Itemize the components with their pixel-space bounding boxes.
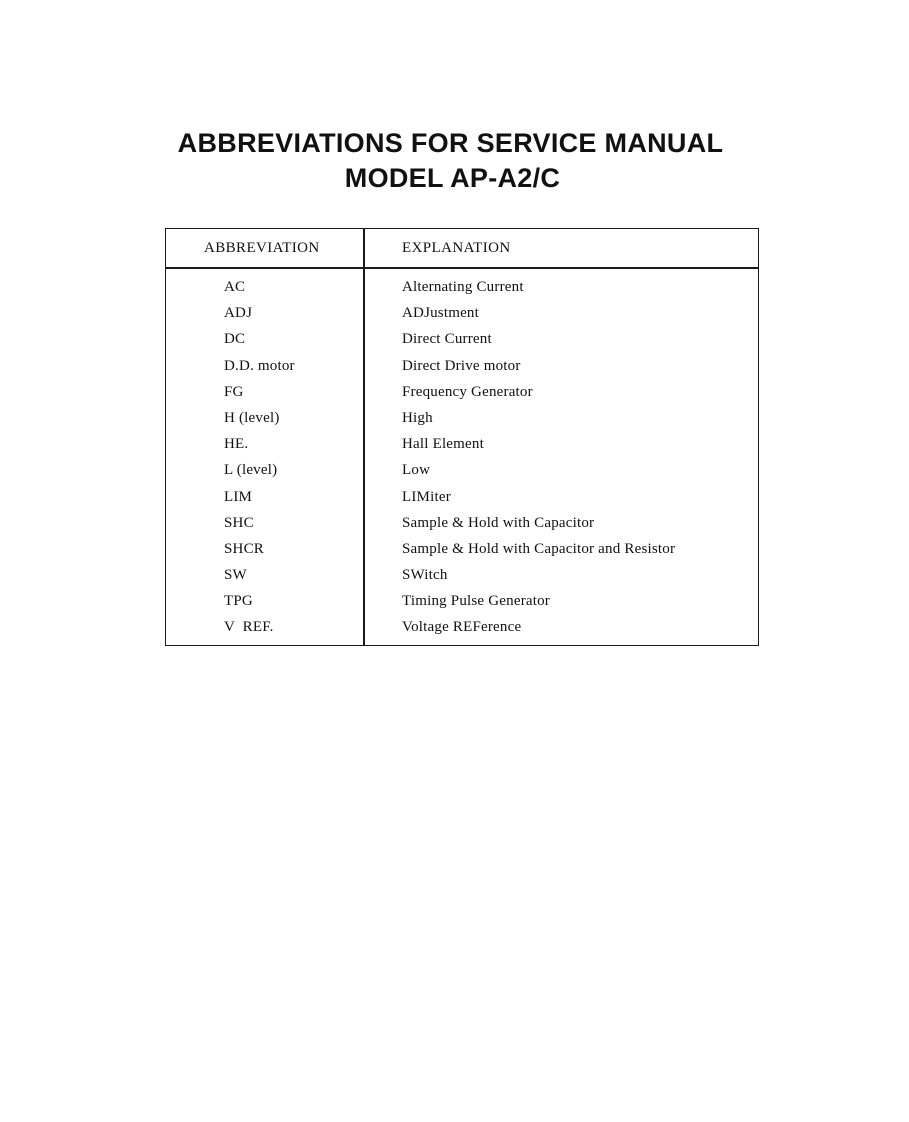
explanation-cell: Direct Current [402, 331, 492, 348]
table-row [166, 384, 758, 410]
abbreviation-cell: H (level) [224, 409, 280, 426]
explanation-cell: Sample & Hold with Capacitor and Resistor [402, 540, 676, 557]
table-body [166, 279, 758, 646]
explanation-cell: Hall Element [402, 436, 484, 453]
abbreviation-cell: D.D. motor [224, 357, 295, 374]
abbreviation-cell: SW [224, 567, 247, 584]
table-row [166, 331, 758, 357]
explanation-cell: SWitch [402, 567, 448, 584]
table-row [166, 436, 758, 462]
explanation-cell: High [402, 409, 433, 426]
explanation-cell: Alternating Current [402, 279, 524, 295]
explanation-cell: ADJustment [402, 305, 479, 322]
abbreviation-cell: ADJ [224, 305, 253, 322]
explanation-cell: Voltage REFerence [402, 619, 522, 636]
document-subtitle-model: MODEL AP-A2/C [344, 163, 561, 193]
abbreviation-cell: AC [224, 279, 246, 295]
header-divider [166, 267, 758, 269]
abbreviation-cell: V REF. [224, 619, 274, 636]
document-title: ABBREVIATIONS FOR SERVICE MANUAL [177, 128, 724, 158]
table-row [166, 593, 758, 619]
table-row [166, 358, 758, 384]
table-row [166, 489, 758, 515]
abbreviation-cell: HE. [224, 436, 249, 453]
header-explanation: EXPLANATION [402, 240, 511, 256]
table-row [166, 410, 758, 436]
table-row [166, 462, 758, 488]
table-row [166, 619, 758, 645]
abbreviations-table [165, 228, 759, 646]
table-row [166, 305, 758, 331]
explanation-cell: Timing Pulse Generator [402, 593, 551, 610]
abbreviation-cell: TPG [224, 593, 253, 610]
abbreviation-cell: LIM [224, 488, 253, 505]
header-abbreviation: ABBREVIATION [204, 240, 320, 256]
explanation-cell: LIMiter [402, 488, 451, 505]
explanation-cell: Low [402, 462, 431, 479]
abbreviation-cell: L (level) [224, 462, 278, 479]
table-row [166, 279, 758, 305]
table-row [166, 515, 758, 541]
abbreviation-cell: SHC [224, 514, 254, 531]
abbreviation-cell: SHCR [224, 540, 264, 557]
table-row [166, 567, 758, 593]
table-row [166, 541, 758, 567]
abbreviation-cell: DC [224, 331, 246, 348]
explanation-cell: Sample & Hold with Capacitor [402, 514, 595, 531]
explanation-cell: Direct Drive motor [402, 357, 521, 374]
explanation-cell: Frequency Generator [402, 383, 533, 400]
abbreviation-cell: FG [224, 383, 244, 400]
